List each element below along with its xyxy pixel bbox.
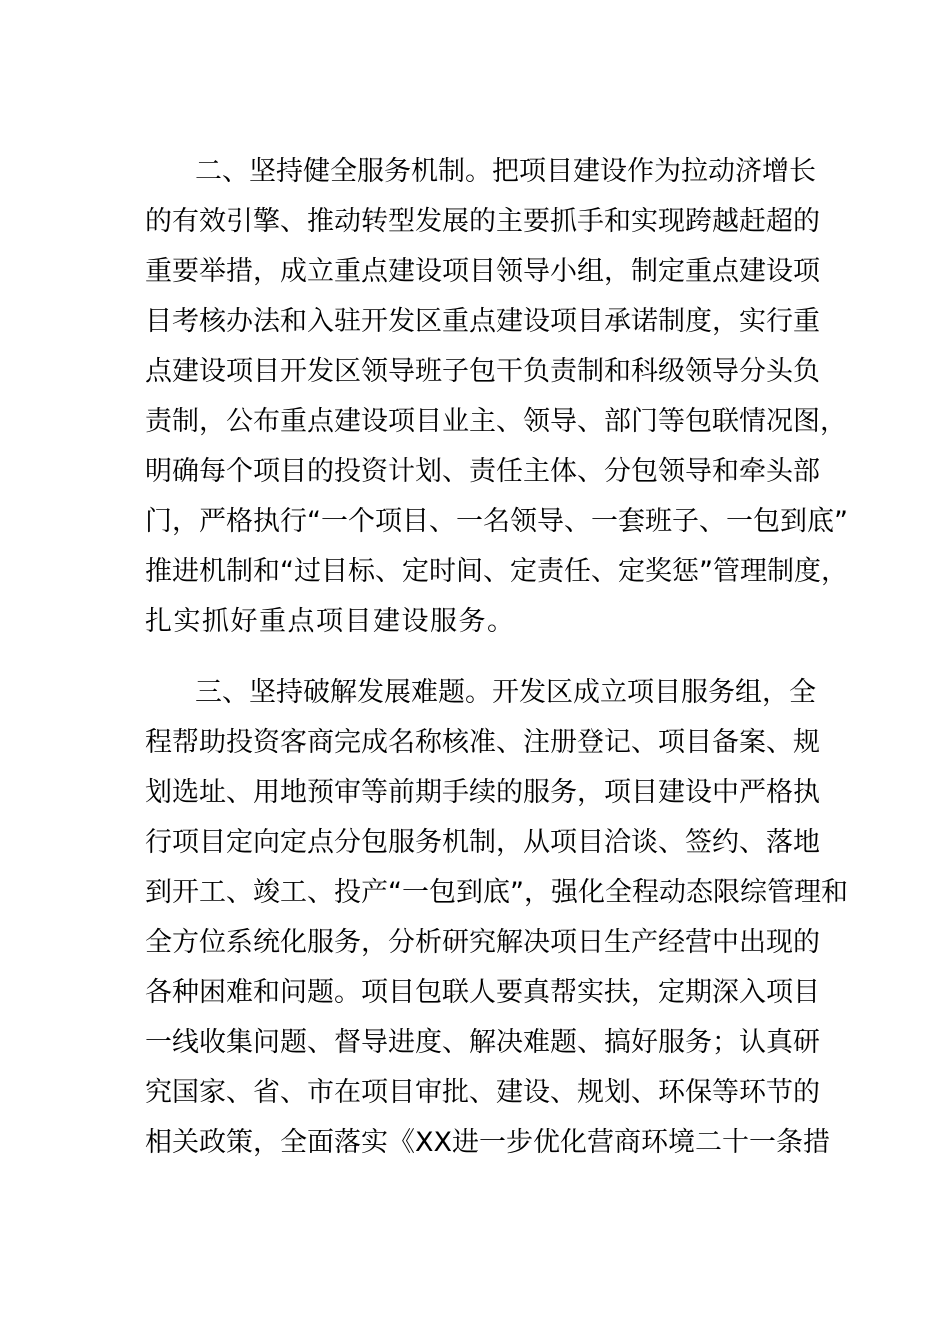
text-line: 程帮助投资客商完成名称核准、注册登记、项目备案、规 [145,727,820,758]
text-line: 二、坚持健全服务机制。把项目建设作为拉动济增长 [195,156,816,187]
text-line: 到开工、竣工、投产“一包到底”，强化全程动态限综管理和 [145,877,848,908]
text-line: 门，严格执行“一个项目、一名领导、一套班子、一包到底” [145,506,848,537]
text-line: 划选址、用地预审等前期手续的服务，项目建设中严格执 [145,777,820,808]
text-line: 相关政策，全面落实《XX进一步优化营商环境二十一条措 [145,1127,830,1158]
text-line: 点建设项目开发区领导班子包干负责制和科级领导分头负 [145,356,820,387]
text-line: 明确每个项目的投资计划、责任主体、分包领导和牵头部 [145,456,820,487]
text-line: 推进机制和“过目标、定时间、定责任、定奖惩”管理制度， [145,556,848,587]
text-line: 的有效引擎、推动转型发展的主要抓手和实现跨越赶超的 [145,206,820,237]
text-line: 全方位系统化服务，分析研究解决项日生产经营中出现的 [145,927,820,958]
text-line: 责制，公布重点建设项目业主、领导、部门等包联情况图， [145,406,847,437]
text-line: 三、坚持破解发展难题。开发区成立项目服务组，全 [195,677,816,708]
text-line: 目考核办法和入驻开发区重点建设项目承诺制度，实行重 [145,306,820,337]
text-line: 各种困难和问题。项目包联人要真帮实扶，定期深入项目 [145,977,820,1008]
text-line: 一线收集问题、督导进度、解决难题、搞好服务；认真研 [145,1027,820,1058]
text-line: 行项目定向定点分包服务机制，从项目洽谈、签约、落地 [145,827,820,858]
text-line: 究国家、省、市在项目审批、建设、规划、环保等环节的 [145,1077,820,1108]
text-line: 重要举措，成立重点建设项目领导小组，制定重点建设项 [145,256,820,287]
text-line: 扎实抓好重点项目建设服务。 [145,606,516,637]
